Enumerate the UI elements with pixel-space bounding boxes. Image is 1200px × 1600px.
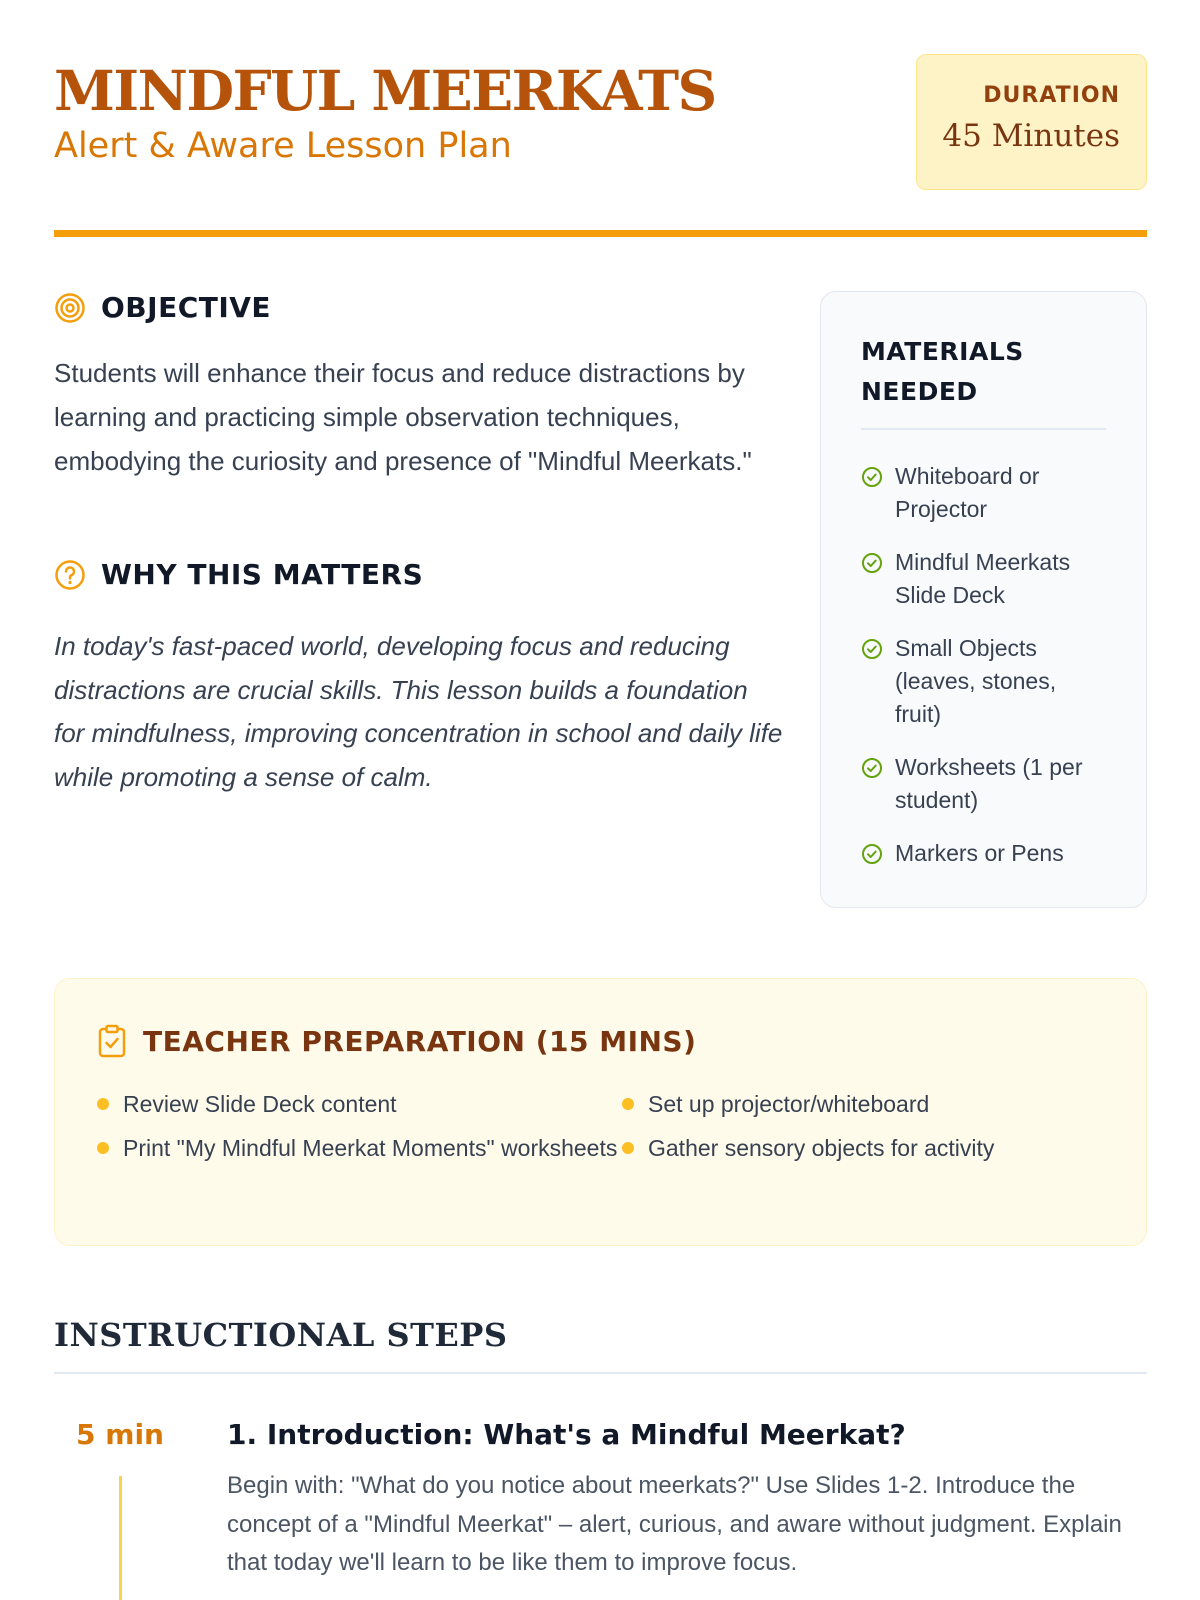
check-circle-icon: [861, 638, 883, 660]
check-circle-icon: [861, 757, 883, 779]
duration-badge: [916, 54, 1147, 190]
lesson-header: [54, 52, 1147, 238]
material-label: Mindful Meerkats Slide Deck: [895, 549, 1071, 608]
list-item: [861, 751, 1106, 817]
step-timeline: [119, 1476, 122, 1600]
materials-title: MATERIALS NEEDED: [861, 332, 1106, 430]
clipboard-check-icon: [97, 1024, 127, 1058]
prep-item-label: Print "My Mindful Meerkat Moments" worksheets: [123, 1135, 618, 1161]
why-heading: [54, 558, 423, 591]
material-label: Small Objects (leaves, stones, fruit): [895, 635, 1057, 727]
check-circle-icon: [861, 466, 883, 488]
list-item: [622, 1131, 1117, 1165]
list-item: [861, 632, 1106, 731]
objective-text: Students will enhance their focus and reduce distractions by learning and practicing simple observation techniques, embodying the curiosity and presence of "Mindful Meerkats.": [54, 358, 752, 476]
check-circle-icon: [861, 552, 883, 574]
teacher-prep-panel: [54, 978, 1147, 1246]
materials-panel: [820, 291, 1147, 908]
prep-item-label: Gather sensory objects for activity: [648, 1135, 995, 1161]
page-subtitle: Alert & Aware Lesson Plan: [54, 126, 512, 166]
page-title: MINDFUL MEERKATS: [54, 58, 716, 123]
objective-heading-text: OBJECTIVE: [101, 291, 272, 324]
material-label: Whiteboard or Projector: [895, 463, 1040, 522]
why-text: In today's fast-paced world, developing focus and reducing distractions are crucial skills. This lesson builds a foundation for mindfulness, improving concentration in school and daily life while promoting a sense of calm.: [54, 631, 783, 792]
duration-label: DURATION: [983, 83, 1120, 108]
header-divider: [54, 230, 1147, 237]
step-description: Begin with: "What do you notice about meerkats?" Use Slides 1-2. Introduce the concept of a "Mindful Meerkat" – alert, curious, and aware without judgment. Explain that today we'll learn to be like them to improve focus.: [227, 1472, 1122, 1576]
material-label: Markers or Pens: [895, 840, 1064, 866]
list-item: [97, 1087, 622, 1121]
question-circle-icon: [54, 559, 86, 591]
list-item: [622, 1087, 1117, 1121]
list-item: [861, 460, 1106, 526]
prep-list: [97, 1087, 1117, 1165]
materials-list: [861, 460, 1106, 870]
bullet-icon: [97, 1098, 109, 1110]
objective-heading: [54, 291, 271, 324]
prep-heading-text: TEACHER PREPARATION (15 MINS): [143, 1024, 697, 1058]
steps-divider: [54, 1372, 1147, 1374]
target-icon: [54, 292, 86, 324]
steps-title: INSTRUCTIONAL STEPS: [54, 1316, 508, 1354]
bullet-icon: [97, 1142, 109, 1154]
step-title: 1. Introduction: What's a Mindful Meerkat?: [227, 1418, 906, 1451]
list-item: [861, 837, 1106, 870]
duration-value: 45 Minutes: [942, 118, 1120, 154]
bullet-icon: [622, 1098, 634, 1110]
list-item: [861, 546, 1106, 612]
prep-heading: [97, 1024, 696, 1058]
prep-item-label: Set up projector/whiteboard: [648, 1091, 930, 1117]
material-label: Worksheets (1 per student): [895, 754, 1083, 813]
list-item: [97, 1131, 622, 1165]
step-time: 5 min: [76, 1418, 164, 1451]
check-circle-icon: [861, 843, 883, 865]
prep-item-label: Review Slide Deck content: [123, 1091, 397, 1117]
why-heading-text: WHY THIS MATTERS: [101, 558, 424, 591]
bullet-icon: [622, 1142, 634, 1154]
